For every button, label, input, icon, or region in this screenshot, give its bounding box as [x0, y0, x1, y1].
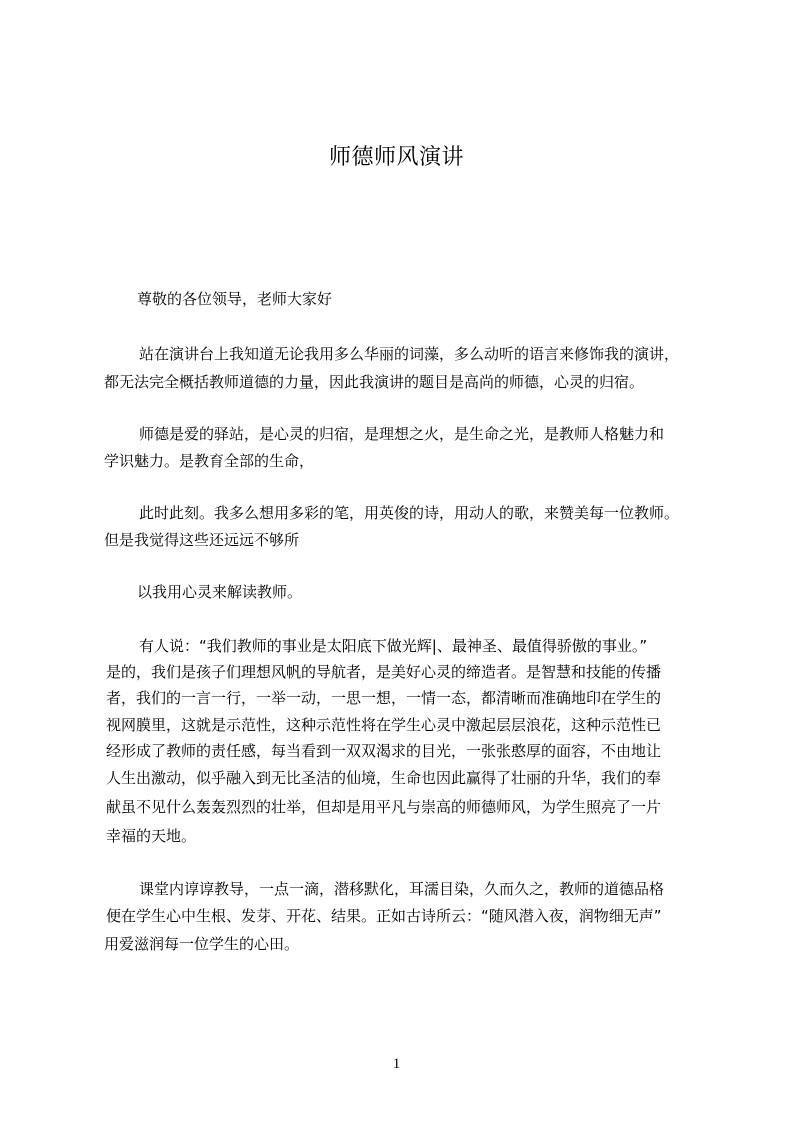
paragraph-6-line-3: 用爱滋润每一位学生的心田。: [104, 935, 300, 953]
page-title: 师德师风演讲: [328, 145, 464, 170]
paragraph-5-line-7: 献虽不见什么轰轰烈烈的壮举，但却是用平凡与崇高的师德师风，为学生照亮了一片: [106, 798, 662, 816]
paragraph-1-line-1: 站在演讲台上我知道无论我用多么华丽的词藻，多么动听的语言来修饰我的演讲，: [139, 345, 680, 363]
paragraph-3-line-2: 但是我觉得这些还远远不够所: [104, 531, 300, 549]
paragraph-5-line-1: 有人说：“我们教师的事业是太阳底下做光辉|、最神圣、最值得骄傲的事业。”: [139, 637, 648, 655]
paragraph-5-line-5: 经形成了教师的责任感，每当看到一双双渴求的目光，一张张憨厚的面容，不由地让: [106, 742, 662, 760]
paragraph-4-line-1: 以我用心灵来解读教师。: [137, 583, 303, 601]
paragraph-5-line-3: 者，我们的一言一行，一举一动，一思一想，一情一态，都清晰而准确地印在学生的: [106, 689, 662, 707]
paragraph-5-line-8: 幸福的天地。: [106, 827, 197, 845]
paragraph-2-line-2: 学识魅力。是教育全部的生命，: [104, 452, 315, 470]
paragraph-2-line-1: 师德是爱的驿站，是心灵的归宿，是理想之火，是生命之光，是教师人格魅力和: [139, 425, 665, 443]
paragraph-5-line-2: 是的，我们是孩子们理想风帆的导航者，是美好心灵的缔造者。是智慧和技能的传播: [106, 663, 662, 681]
paragraph-6-line-1: 课堂内谆谆教导，一点一滴，潜移默化，耳濡目染，久而久之，教师的道德品格: [139, 880, 665, 898]
paragraph-3-line-1: 此时此刻。我多么想用多彩的笔，用英俊的诗，用动人的歌，来赞美每一位教师。: [139, 504, 680, 522]
page-number: 1: [392, 1056, 401, 1072]
paragraph-6-line-2: 便在学生心中生根、发芽、开花、结果。正如古诗所云：“随风潜入夜，润物细无声”: [106, 907, 662, 925]
paragraph-5-line-4: 视网膜里，这就是示范性，这种示范性将在学生心灵中激起层层浪花，这种示范性已: [106, 716, 662, 734]
paragraph-1-line-2: 都无法完全概括教师道德的力量，因此我演讲的题目是高尚的师德，心灵的归宿。: [104, 373, 645, 391]
greeting-line: 尊敬的各位领导，老师大家好: [137, 290, 333, 308]
paragraph-5-line-6: 人生出激动，似乎融入到无比圣洁的仙境，生命也因此赢得了壮丽的升华，我们的奉: [106, 769, 662, 787]
